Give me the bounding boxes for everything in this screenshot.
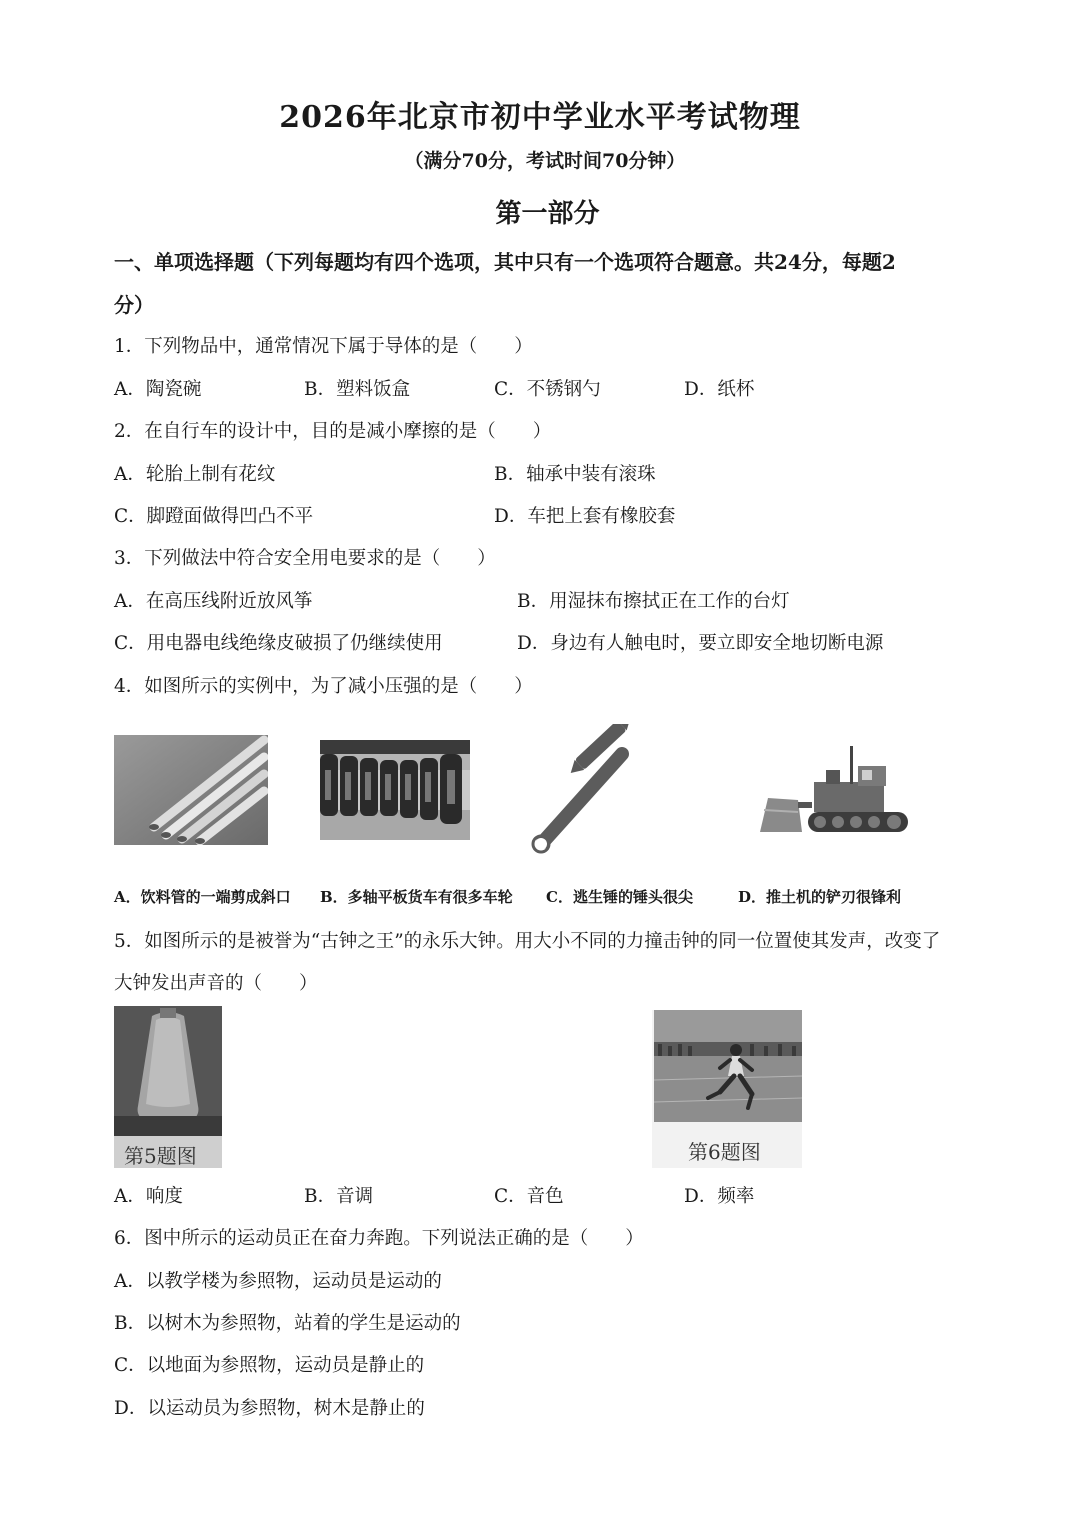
bell-figure	[114, 1006, 222, 1168]
q3-option-b: B．用湿抹布擦拭正在工作的台灯	[517, 591, 790, 612]
q6-option-c: C．以地面为参照物，运动员是静止的	[114, 1355, 425, 1376]
q4-caption-d: D．推土机的铲刃很锋利	[738, 888, 902, 906]
bulldozer-image	[758, 740, 913, 836]
part-heading: 第一部分	[495, 199, 600, 229]
figure-5-label: 第5题图	[124, 1144, 197, 1168]
q6-option-d: D．以运动员为参照物，树木是静止的	[114, 1398, 425, 1419]
flatbed-truck-image	[320, 740, 470, 840]
q3-option-d: D．身边有人触电时，要立即安全地切断电源	[517, 633, 884, 654]
section-heading-cont: 分）	[114, 293, 154, 317]
q2-option-d: D．车把上套有橡胶套	[494, 506, 676, 527]
question-1-stem: 1．下列物品中，通常情况下属于导体的是（ ）	[114, 336, 533, 357]
question-3-stem: 3．下列做法中符合安全用电要求的是（ ）	[114, 548, 496, 569]
question-5-stem-cont: 大钟发出声音的（ ）	[114, 973, 318, 994]
q4-caption-c: C．逃生锤的锤头很尖	[546, 888, 693, 906]
exam-info: （满分70分，考试时间70分钟）	[404, 150, 686, 172]
q4-caption-a: A．饮料管的一端剪成斜口	[114, 888, 291, 906]
q3-option-c: C．用电器电线绝缘皮破损了仍继续使用	[114, 633, 443, 654]
q1-option-c: C．不锈钢勺	[494, 379, 601, 400]
q2-option-c: C．脚蹬面做得凹凸不平	[114, 506, 314, 527]
question-4-stem: 4．如图所示的实例中，为了减小压强的是（ ）	[114, 676, 533, 697]
escape-hammer-image	[527, 724, 673, 858]
section-heading: 一、单项选择题（下列每题均有四个选项，其中只有一个选项符合题意。共24分，每题2	[114, 250, 896, 274]
runner-figure	[652, 1010, 802, 1168]
q6-option-b: B．以树木为参照物，站着的学生是运动的	[114, 1313, 461, 1334]
q4-caption-b: B．多轴平板货车有很多车轮	[320, 888, 513, 906]
q5-option-b: B．音调	[304, 1186, 374, 1207]
q2-option-a: A．轮胎上制有花纹	[114, 464, 276, 485]
q3-option-a: A．在高压线附近放风筝	[114, 591, 313, 612]
question-6-stem: 6．图中所示的运动员正在奋力奔跑。下列说法正确的是（ ）	[114, 1228, 644, 1249]
q1-option-b: B．塑料饭盒	[304, 379, 411, 400]
q1-option-a: A．陶瓷碗	[114, 379, 202, 400]
page-title: 2026年北京市初中学业水平考试物理	[279, 100, 801, 135]
q1-option-d: D．纸杯	[684, 379, 755, 400]
q5-option-a: A．响度	[114, 1186, 183, 1207]
q5-option-d: D．频率	[684, 1186, 755, 1207]
q6-option-a: A．以教学楼为参照物，运动员是运动的	[114, 1271, 442, 1292]
straws-image	[114, 735, 268, 845]
q2-option-b: B．轴承中装有滚珠	[494, 464, 656, 485]
question-5-stem: 5．如图所示的是被誉为“古钟之王”的永乐大钟。用大小不同的力撞击钟的同一位置使其发声，改变了	[114, 931, 941, 952]
question-2-stem: 2．在自行车的设计中，目的是减小摩擦的是（ ）	[114, 421, 552, 442]
q5-option-c: C．音色	[494, 1186, 564, 1207]
figure-6-label: 第6题图	[688, 1140, 761, 1164]
